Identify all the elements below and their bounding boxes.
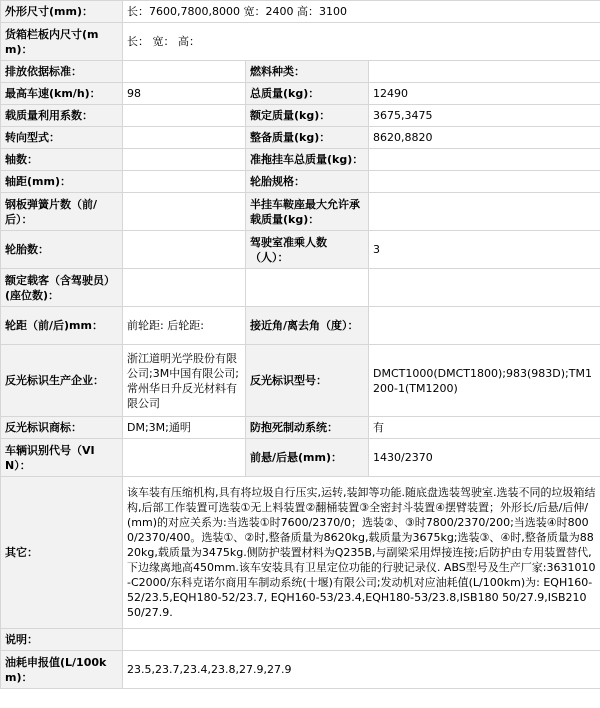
note-label: 说明： — [1, 629, 123, 651]
fuel-label: 燃料种类： — [246, 61, 369, 83]
axles-label: 轴数： — [1, 149, 123, 171]
dims-value: 长：7600,7800,8000 宽：2400 高：3100 — [123, 1, 600, 23]
total-mass-label: 总质量(kg)： — [246, 83, 369, 105]
leaf-spring-value — [123, 193, 246, 231]
steering-label: 转向型式： — [1, 127, 123, 149]
reflect-model-value: DMCT1000(DMCT1800);983(983D);TM1200-1(TM1200) — [369, 345, 600, 417]
emission-label: 排放依据标准： — [1, 61, 123, 83]
vin-label: 车辆识别代号（VIN）： — [1, 439, 123, 477]
reflect-maker-value: 浙江道明光学股份有限公司;3M中国有限公司;常州华日升反光材料有限公司 — [123, 345, 246, 417]
rated-passengers-label: 额定载客（含驾驶员）(座位数)： — [1, 269, 123, 307]
wheelbase-label: 轴距(mm)： — [1, 171, 123, 193]
total-mass-value: 12490 — [369, 83, 600, 105]
cab-passengers-value: 3 — [369, 231, 600, 269]
wheelbase-value — [123, 171, 246, 193]
axles-value — [123, 149, 246, 171]
saddle-load-label: 半挂车鞍座最大允许承载质量(kg)： — [246, 193, 369, 231]
cargo-value: 长： 宽： 高： — [123, 23, 600, 61]
abs-label: 防抱死制动系统： — [246, 417, 369, 439]
rated-load-value: 3675,3475 — [369, 105, 600, 127]
abs-value: 有 — [369, 417, 600, 439]
steering-value — [123, 127, 246, 149]
leaf-spring-label: 钢板弹簧片数（前/后）： — [1, 193, 123, 231]
saddle-load-value — [369, 193, 600, 231]
dims-label: 外形尺寸(mm)： — [1, 1, 123, 23]
fuel-consumption-label: 油耗申报值(L/100km)： — [1, 651, 123, 689]
track-label: 轮距（前/后)mm： — [1, 307, 123, 345]
trailer-mass-value — [369, 149, 600, 171]
load-coef-value — [123, 105, 246, 127]
max-speed-label: 最高车速(km/h)： — [1, 83, 123, 105]
vin-value — [123, 439, 246, 477]
trailer-mass-label: 准拖挂车总质量(kg)： — [246, 149, 369, 171]
cab-passengers-label: 驾驶室准乘人数（人）： — [246, 231, 369, 269]
reflect-brand-label: 反光标识商标： — [1, 417, 123, 439]
reflect-maker-label: 反光标识生产企业： — [1, 345, 123, 417]
cargo-label: 货箱栏板内尺寸(mm)： — [1, 23, 123, 61]
tire-count-value — [123, 231, 246, 269]
rated-passengers-blank-1 — [246, 269, 369, 307]
rated-passengers-value — [123, 269, 246, 307]
curb-mass-label: 整备质量(kg)： — [246, 127, 369, 149]
overhang-value: 1430/2370 — [369, 439, 600, 477]
tire-count-label: 轮胎数： — [1, 231, 123, 269]
tire-spec-value — [369, 171, 600, 193]
other-value: 该车装有压缩机构,具有将垃圾自行压实,运转,装卸等功能.随底盘选装驾驶室.选装不同的垃圾箱结构,后部工作装置可选装①无上料装置②翻桶装置③全密封斗装置④摆臂装置；外形长/后悬/后伸/(mm)的对应关系为:当选装①时7600/2370/0；选装②、③时7800/2370/200;当选装④时8000/2370/400。选装①、②时,整备质量为8620kg,载质量为3675kg;选装③、④时,整备质量为8820kg,载质量为3475kg.侧防护装置材料为Q235B,与副梁采用焊接连接;后防护由专用装置替代,下边缘离地高450mm.该车安装具有卫星定位功能的行驶记录仪. ABS型号及生产厂家:3631010-C2000/东科克诺尔商用车制动系统(十堰)有限公司;发动机对应油耗值(L/100km)为: EQH160-52/23.5,EQH180-52/23.7, EQH160-53/23.4,EQH180-53/23.8,ISB180 50/27.9,ISB210 50/27.9. — [123, 477, 600, 629]
reflect-model-label: 反光标识型号： — [246, 345, 369, 417]
reflect-brand-value: DM;3M;通明 — [123, 417, 246, 439]
fuel-consumption-value: 23.5,23.7,23.4,23.8,27.9,27.9 — [123, 651, 600, 689]
other-label: 其它： — [1, 477, 123, 629]
load-coef-label: 载质量利用系数： — [1, 105, 123, 127]
rated-load-label: 额定质量(kg)： — [246, 105, 369, 127]
emission-value — [123, 61, 246, 83]
track-value: 前轮距: 后轮距: — [123, 307, 246, 345]
rated-passengers-blank-2 — [369, 269, 600, 307]
approach-angle-label: 接近角/离去角（度）： — [246, 307, 369, 345]
curb-mass-value: 8620,8820 — [369, 127, 600, 149]
overhang-label: 前悬/后悬(mm)： — [246, 439, 369, 477]
tire-spec-label: 轮胎规格： — [246, 171, 369, 193]
max-speed-value: 98 — [123, 83, 246, 105]
approach-angle-value — [369, 307, 600, 345]
fuel-value — [369, 61, 600, 83]
note-value — [123, 629, 600, 651]
